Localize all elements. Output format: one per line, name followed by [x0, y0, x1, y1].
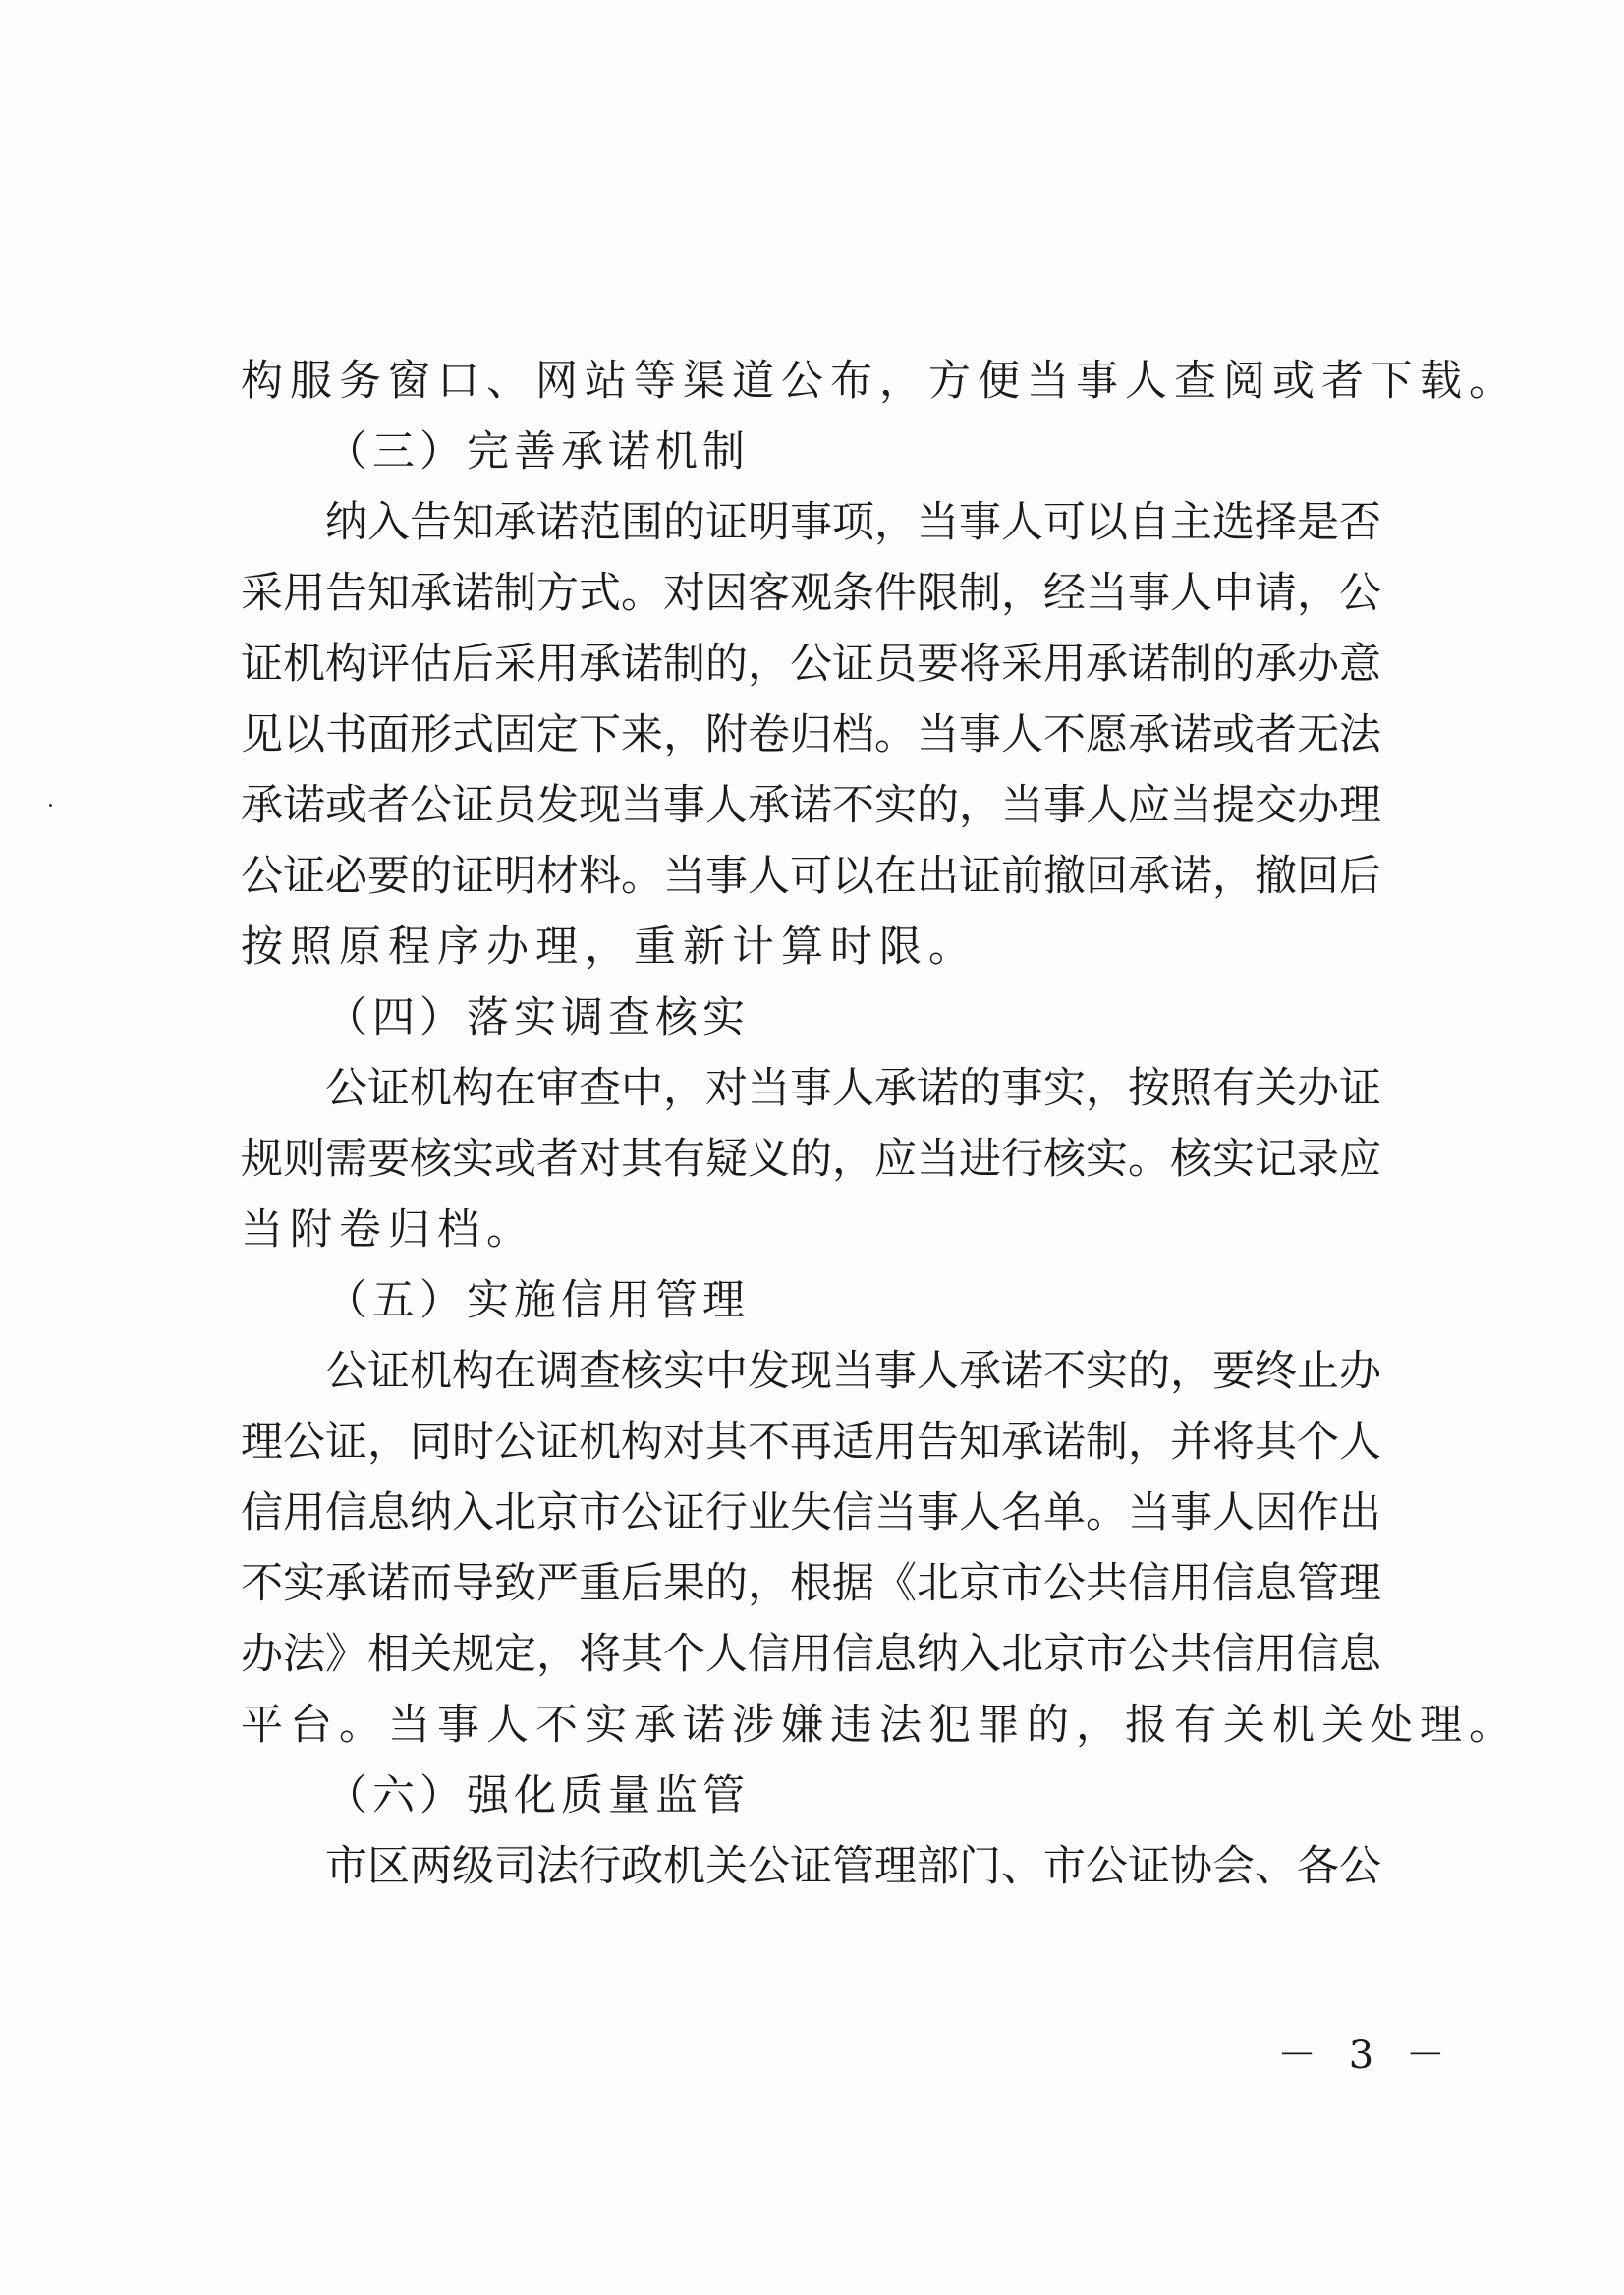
- section-heading: （六）强化质量监管: [325, 1771, 750, 1820]
- paragraph-line: 按照原程序办理，重新计算时限。: [241, 923, 978, 972]
- section-heading: （五）实施信用管理: [325, 1276, 750, 1325]
- paragraph-line: 理公证，同时公证机构对其不再适用告知承诺制，并将其个人: [241, 1418, 1381, 1467]
- paragraph-line: 规则需要核实或者对其有疑义的，应当进行核实。核实记录应: [241, 1135, 1381, 1184]
- paragraph-line: 见以书面形式固定下来，附卷归档。当事人不愿承诺或者无法: [241, 710, 1381, 759]
- section-heading: （三）完善承诺机制: [325, 427, 750, 476]
- paragraph-line: 市区两级司法行政机关公证管理部门、市公证协会、各公: [325, 1842, 1381, 1891]
- paragraph-line: 承诺或者公证员发现当事人承诺不实的，当事人应当提交办理: [241, 781, 1381, 830]
- paragraph-line: 信用信息纳入北京市公证行业失信当事人名单。当事人因作出: [241, 1488, 1381, 1538]
- paragraph-line: 构服务窗口、网站等渠道公布，方便当事人查阅或者下载。: [241, 357, 1518, 406]
- paragraph-line: 证机构评估后采用承诺制的，公证员要将采用承诺制的承办意: [241, 640, 1381, 689]
- body-text: [241, 346, 1518, 1902]
- paragraph-line: 平台。当事人不实承诺涉嫌违法犯罪的，报有关机关处理。: [241, 1701, 1518, 1750]
- paragraph-line: 当附卷归档。: [241, 1205, 535, 1255]
- scan-speck: [49, 804, 52, 807]
- paragraph-line: 采用告知承诺制方式。对因客观条件限制，经当事人申请，公: [241, 569, 1381, 618]
- paragraph-line: 纳入告知承诺范围的证明事项，当事人可以自主选择是否: [325, 498, 1381, 547]
- section-heading: （四）落实调查核实: [325, 993, 750, 1042]
- paragraph-line: 不实承诺而导致严重后果的，根据《北京市公共信用信息管理: [241, 1559, 1381, 1608]
- paragraph-line: 办法》相关规定，将其个人信用信息纳入北京市公共信用信息: [241, 1630, 1381, 1679]
- paragraph-line: 公证机构在调查核实中发现当事人承诺不实的，要终止办: [325, 1347, 1381, 1396]
- paragraph-line: 公证机构在审查中，对当事人承诺的事实，按照有关办证: [325, 1064, 1381, 1113]
- paragraph-line: 公证必要的证明材料。当事人可以在出证前撤回承诺，撤回后: [241, 852, 1381, 901]
- page-number: － 3 －: [1277, 2033, 1455, 2078]
